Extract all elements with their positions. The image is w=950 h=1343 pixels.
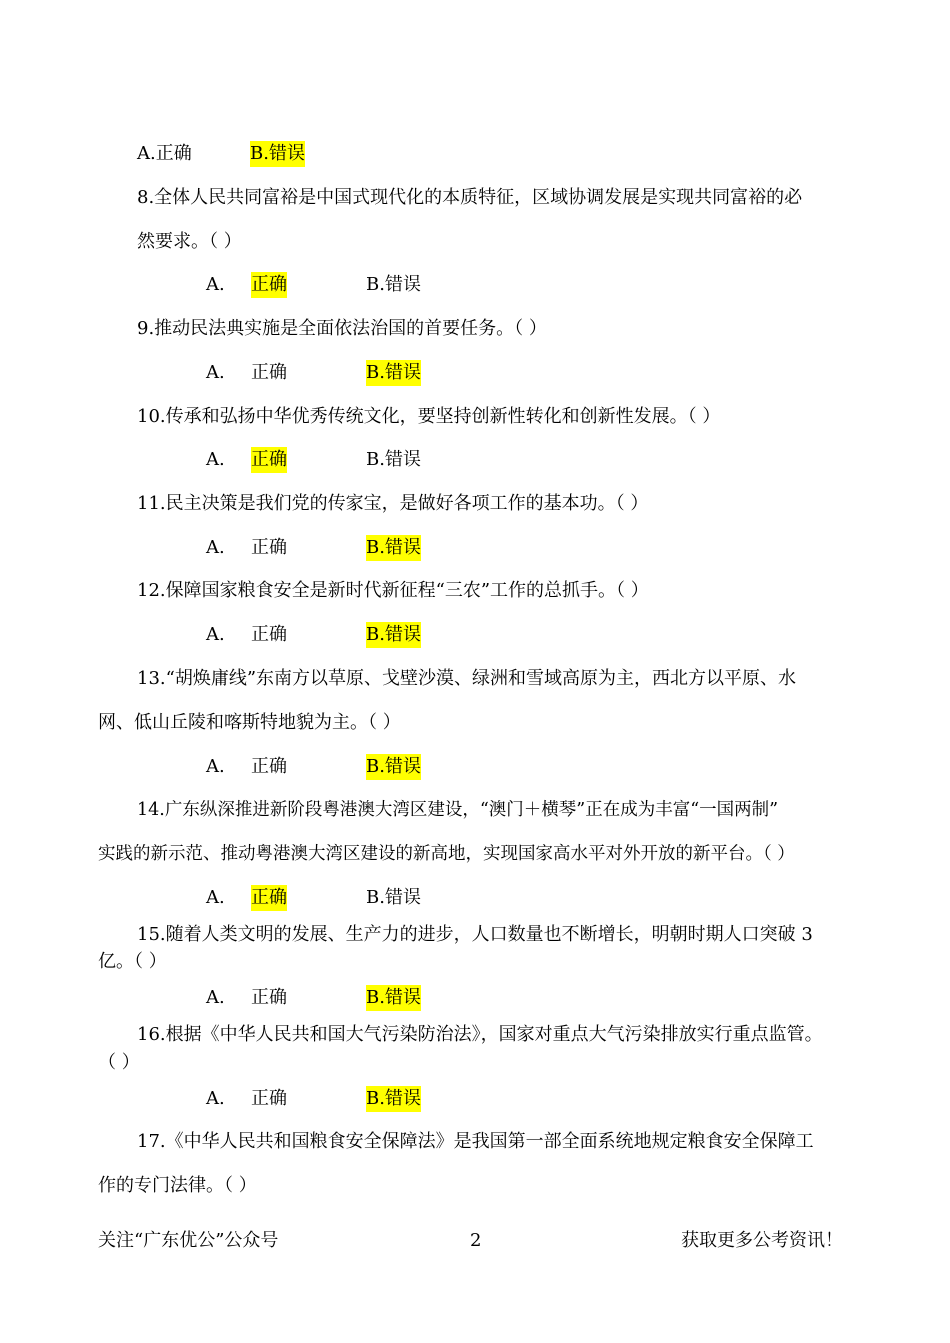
q17-text-line2: 作的专门法律。（ ） [98,1175,257,1196]
q8-option-b: B.错误 [366,274,421,295]
q16-option-b: B.错误 [366,1086,421,1112]
q12-option-a-prefix: A. [206,624,225,645]
q9-option-b: B.错误 [366,360,421,386]
q14-option-a-prefix: A. [206,887,225,908]
q15-option-b: B.错误 [366,985,421,1011]
q11-option-b: B.错误 [366,535,421,561]
q12-text: 12.保障国家粮食安全是新时代新征程“三农”工作的总抓手。（ ） [137,580,649,601]
q15-text-line1: 15.随着人类文明的发展、生产力的进步，人口数量也不断增长，明朝时期人口突破 3 [137,924,813,945]
q13-option-a-prefix: A. [206,756,225,777]
q15-text-line2: 亿。（ ） [98,951,167,972]
q8-option-a-text: 正确 [251,272,287,298]
q10-option-b: B.错误 [366,449,421,470]
q12-option-a-text: 正确 [251,624,287,645]
q7-option-a: A.正确 [137,143,192,164]
q10-text: 10.传承和弘扬中华优秀传统文化，要坚持创新性转化和创新性发展。（ ） [137,406,721,427]
q8-text-line2: 然要求。（ ） [137,231,242,252]
q16-option-a-prefix: A. [206,1088,225,1109]
q7-option-b: B.错误 [250,141,305,167]
q10-option-a-prefix: A. [206,449,225,470]
q9-option-a-prefix: A. [206,362,225,383]
q9-text: 9.推动民法典实施是全面依法治国的首要任务。（ ） [137,318,547,339]
q12-option-b: B.错误 [366,622,421,648]
q8-option-a-prefix: A. [206,274,225,295]
q15-option-a-prefix: A. [206,987,225,1008]
q16-text-line1: 16.根据《中华人民共和国大气污染防治法》，国家对重点大气污染排放实行重点监管。 [137,1024,823,1045]
q8-text-line1: 8.全体人民共同富裕是中国式现代化的本质特征，区域协调发展是实现共同富裕的必 [137,187,803,208]
q16-text-line2: （ ） [98,1052,140,1073]
q13-option-a-text: 正确 [251,756,287,777]
q15-option-a-text: 正确 [251,987,287,1008]
q14-text-line1: 14.广东纵深推进新阶段粤港澳大湾区建设，“澳门＋横琴”正在成为丰富“一国两制” [137,800,779,820]
q11-option-a-text: 正确 [251,537,287,558]
q17-text-line1: 17.《中华人民共和国粮食安全保障法》是我国第一部全面系统地规定粮食安全保障工 [137,1131,814,1152]
q14-option-a-text: 正确 [251,885,287,911]
q11-text: 11.民主决策是我们党的传家宝，是做好各项工作的基本功。（ ） [137,493,649,514]
q14-option-b: B.错误 [366,887,421,908]
q11-option-a-prefix: A. [206,537,225,558]
q13-text-line2: 网、低山丘陵和喀斯特地貌为主。（ ） [98,712,401,733]
page-number: 2 [470,1230,482,1251]
q14-text-line2: 实践的新示范、推动粤港澳大湾区建设的新高地，实现国家高水平对外开放的新平台。（ ） [98,844,795,864]
q9-option-a-text: 正确 [251,362,287,383]
q16-option-a-text: 正确 [251,1088,287,1109]
q10-option-a-text: 正确 [251,447,287,473]
footer-right: 获取更多公考资讯！ [681,1230,843,1251]
q13-text-line1: 13.“胡焕庸线”东南方以草原、戈壁沙漠、绿洲和雪域高原为主，西北方以平原、水 [137,668,797,689]
footer-left: 关注“广东优公”公众号 [98,1230,279,1251]
q13-option-b: B.错误 [366,754,421,780]
